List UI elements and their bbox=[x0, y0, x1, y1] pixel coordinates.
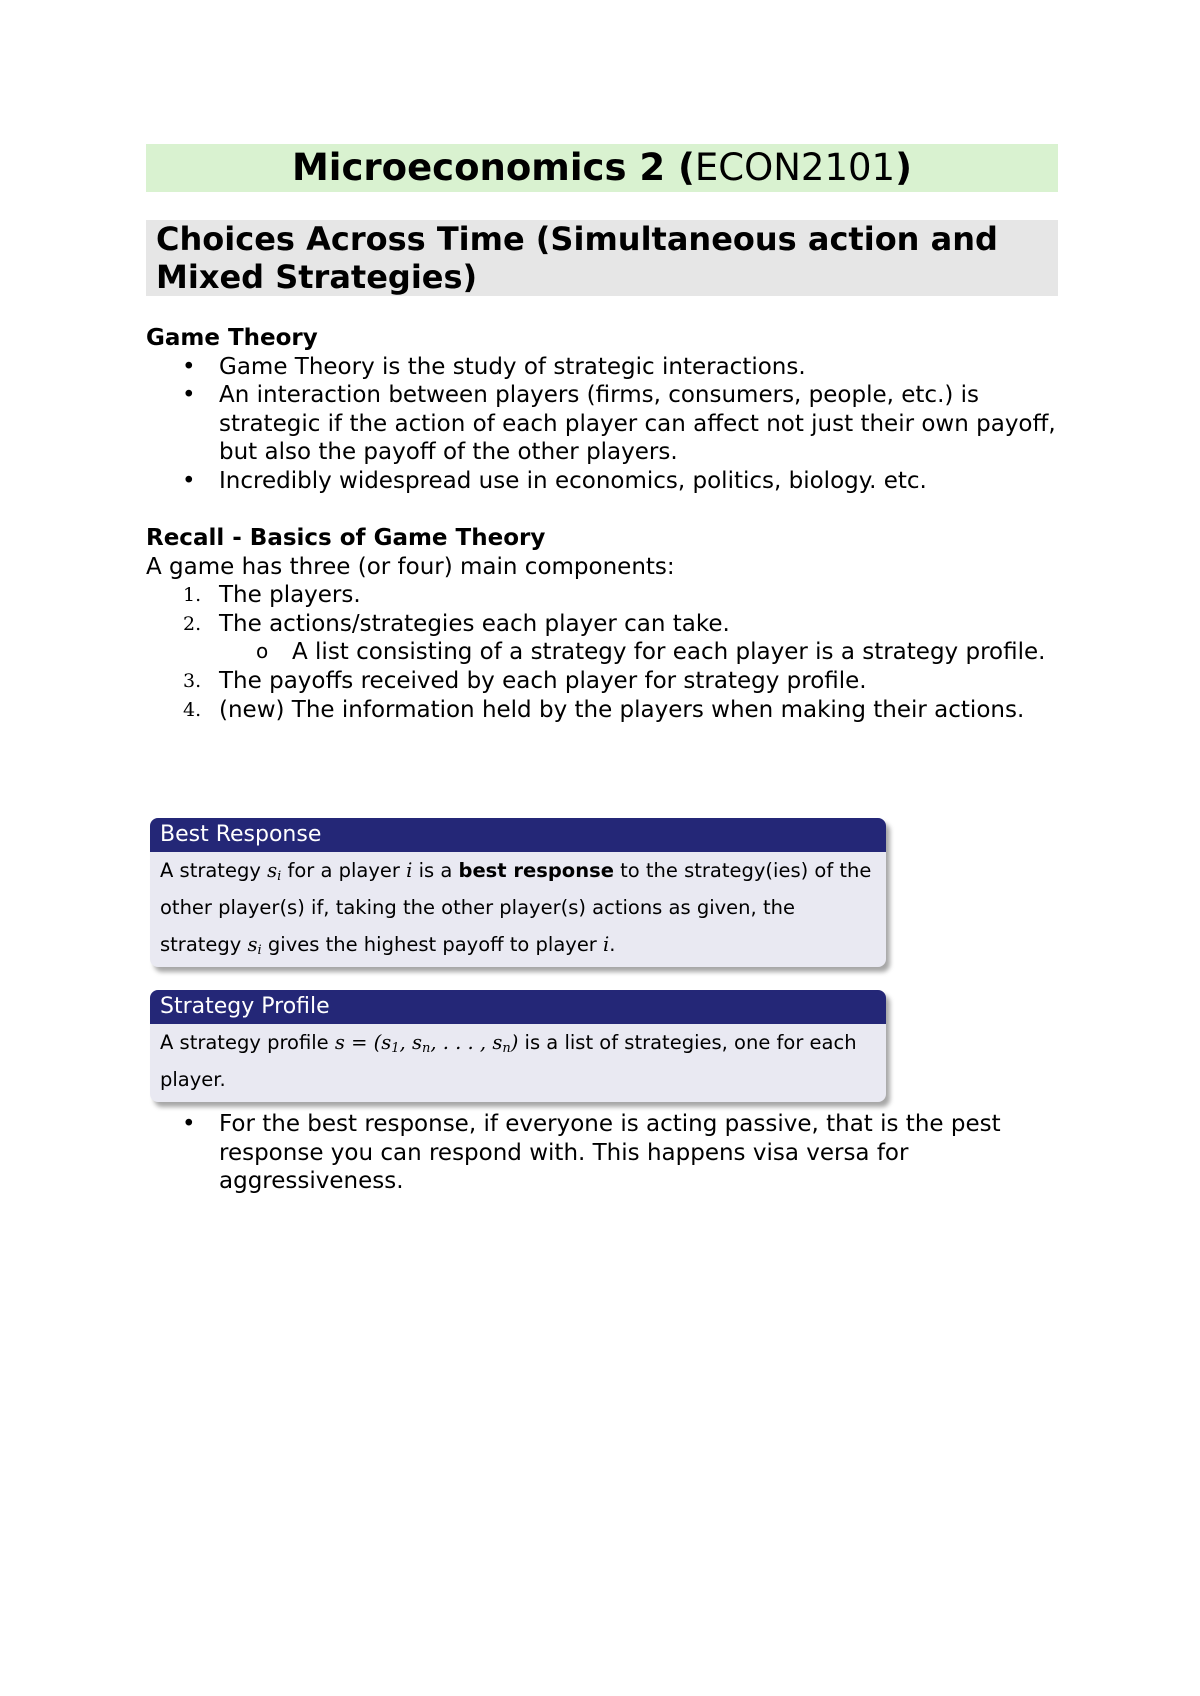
math-symbol: $s_i$ bbox=[267, 859, 282, 884]
sub-list bbox=[219, 638, 1076, 667]
game-theory-heading: Game Theory bbox=[146, 325, 318, 351]
definition-text: gives the highest payoff to player bbox=[261, 933, 604, 956]
recall-intro: A game has three (or four) main components: bbox=[146, 553, 675, 580]
strategy-profile-title: Strategy Profile bbox=[150, 990, 886, 1024]
best-response-title: Best Response bbox=[150, 818, 886, 852]
math-expression: $s = (s_1$, $s_n$, . . . , $s_n$) bbox=[334, 1031, 519, 1056]
list-item bbox=[146, 581, 1076, 610]
closing-section bbox=[146, 1110, 1076, 1196]
item-text: (new) The information held by the players when making their actions. bbox=[219, 696, 1025, 723]
list-item bbox=[146, 667, 1076, 696]
item-number: 3. bbox=[183, 669, 202, 692]
item-text: The actions/strategies each player can take. bbox=[219, 610, 730, 637]
item-number: 1. bbox=[183, 584, 202, 607]
definition-text: A strategy bbox=[160, 859, 268, 882]
title-close: ) bbox=[895, 146, 913, 189]
definition-text: for a player bbox=[281, 859, 407, 882]
title-main: Microeconomics 2 ( bbox=[291, 146, 695, 189]
game-theory-section bbox=[146, 324, 1076, 496]
list-item bbox=[146, 696, 1076, 725]
strategy-profile-body bbox=[150, 1024, 886, 1102]
item-text: The players. bbox=[219, 582, 361, 609]
page-title bbox=[146, 144, 1058, 192]
definition-text: is a bbox=[412, 859, 459, 882]
best-response-block bbox=[150, 818, 886, 967]
item-number: 4. bbox=[183, 698, 202, 721]
item-text: The payoffs received by each player for strategy profile. bbox=[219, 667, 867, 694]
math-symbol: i bbox=[406, 859, 413, 882]
math-symbol: $s_i$ bbox=[247, 933, 262, 958]
definition-text: is a list of strategies, one for each player. bbox=[160, 1031, 857, 1091]
list-item: • An interaction between players (firms, consumers, people, etc.) is strategic if the action of each player can affect not just their own payoff, but also the payoff of the other players. bbox=[146, 381, 1076, 467]
list-item bbox=[146, 610, 1076, 667]
definition-term: best response bbox=[458, 859, 614, 882]
sub-list-item: o A list consisting of a strategy for each player is a strategy profile. bbox=[146, 638, 1076, 667]
closing-list bbox=[146, 1110, 1076, 1196]
item-number: 2. bbox=[183, 612, 202, 635]
best-response-body bbox=[150, 852, 886, 967]
definition-text: to the strategy(ies) of the other player(s) if, taking the other player(s) actions as given, the strategy bbox=[160, 859, 872, 956]
math-symbol: i bbox=[603, 933, 610, 956]
list-item: • Game Theory is the study of strategic interactions. bbox=[146, 353, 1076, 382]
course-code: ECON2101 bbox=[694, 146, 896, 189]
components-list bbox=[146, 581, 1076, 724]
recall-heading: Recall - Basics of Game Theory bbox=[146, 525, 546, 551]
section-heading: Choices Across Time (Simultaneous action and Mixed Strategies) bbox=[146, 220, 1058, 296]
game-theory-list bbox=[146, 353, 1076, 496]
recall-section bbox=[146, 524, 1076, 724]
list-item: • For the best response, if everyone is acting passive, that is the pest response you can respond with. This happens visa versa for aggressiveness. bbox=[146, 1110, 1076, 1196]
definition-text: . bbox=[609, 933, 616, 956]
definition-text: A strategy profile bbox=[160, 1031, 335, 1054]
strategy-profile-block bbox=[150, 990, 886, 1102]
list-item: • Incredibly widespread use in economics, politics, biology. etc. bbox=[146, 467, 1076, 496]
